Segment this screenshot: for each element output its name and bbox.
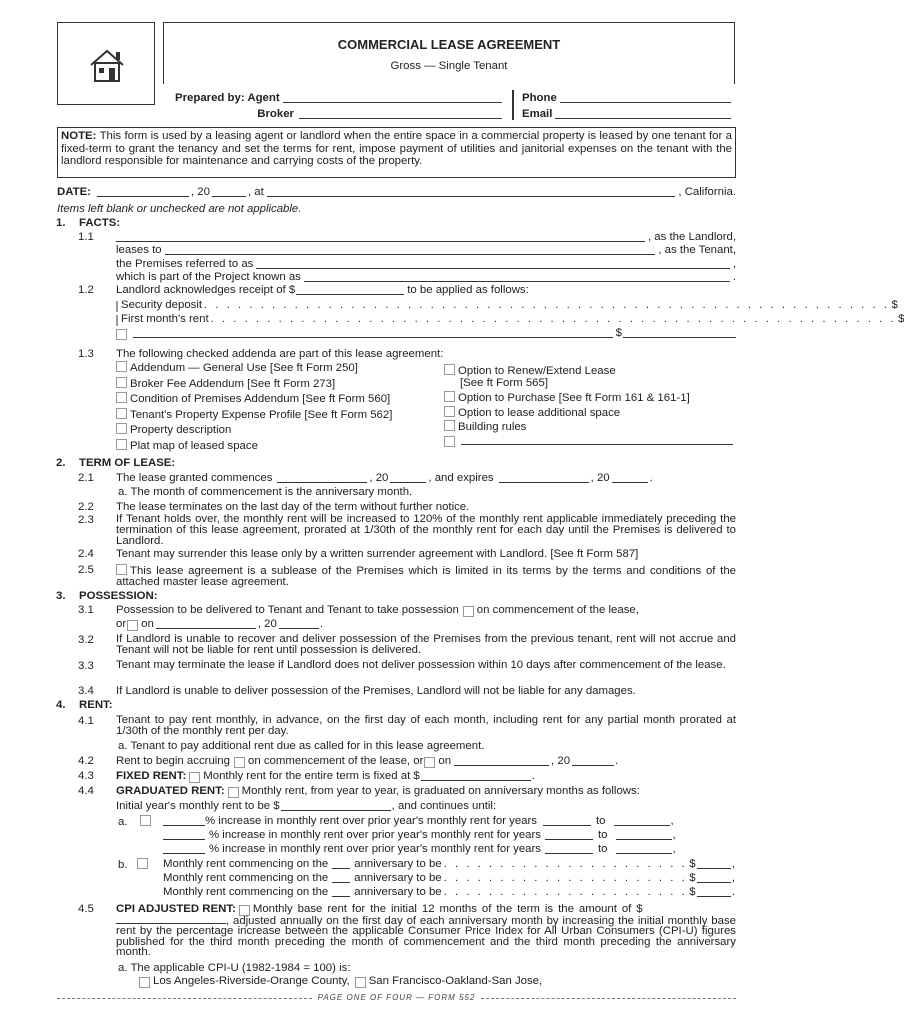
pct-2-from-field[interactable] — [545, 839, 593, 840]
addendum-expense-profile-checkbox[interactable] — [116, 408, 127, 419]
addendum-purchase-option-label: Option to Purchase [See ft Form 161 & 161-1] — [458, 392, 690, 404]
addendum-plat-map-label: Plat map of leased space — [130, 440, 258, 452]
security-checkbox[interactable] — [116, 301, 118, 312]
email-label: Email — [522, 108, 553, 120]
anniv-1-dollar: $ — [689, 858, 696, 870]
expire-date-field[interactable] — [499, 482, 589, 483]
sublease-checkbox[interactable] — [116, 564, 127, 575]
premises-label: the Premises referred to as — [116, 258, 254, 270]
pct-row-2 — [163, 829, 735, 842]
header-divider — [512, 90, 514, 120]
item-3-3-number: 3.3 — [78, 660, 94, 672]
rent-begin-label: Rent to begin accruing — [116, 755, 230, 767]
landlord-row — [116, 231, 736, 244]
phone-field[interactable] — [560, 102, 731, 103]
pct-1-comma: , — [670, 815, 674, 827]
section-3-title: POSSESSION: — [79, 590, 158, 602]
addendum-other — [444, 436, 736, 447]
commence-year-field[interactable] — [390, 482, 426, 483]
anniv-3-tobe-label: anniversary to be — [354, 886, 442, 898]
addendum-purchase-option — [444, 391, 690, 405]
logo-box — [57, 22, 155, 105]
addendum-building-rules-checkbox[interactable] — [444, 420, 455, 431]
item-2-2-text: The lease terminates on the last day of the term without further notice. — [116, 501, 470, 513]
rent-begin-period: . — [615, 755, 619, 767]
addendum-other-checkbox[interactable] — [444, 436, 455, 447]
graduated-rent-label: GRADUATED RENT: — [116, 785, 225, 797]
addendum-additional-space-label: Option to lease additional space — [458, 407, 621, 419]
fixed-rent-text: Monthly rent for the entire term is fixed at $ — [203, 770, 420, 782]
addendum-broker-fee — [116, 377, 335, 391]
fixed-rent-period: . — [531, 770, 535, 782]
page-footer — [57, 992, 736, 1005]
anniv-3-label: Monthly rent commencing on the — [163, 886, 329, 898]
addendum-expense-profile — [116, 408, 392, 422]
security-row — [116, 299, 898, 312]
item-4-3-number: 4.3 — [78, 770, 94, 782]
cpi-la-checkbox[interactable] — [139, 977, 150, 988]
anniv-3-dollar: $ — [689, 886, 696, 898]
possession-label: Possession to be delivered to Tenant and Tenant to take possession — [116, 604, 459, 616]
agent-field[interactable] — [283, 102, 502, 103]
pct-2-label: % increase in monthly rent over prior year's monthly rent for years — [209, 829, 542, 841]
commence-year-label: , 20 — [369, 472, 389, 484]
addendum-general-use-checkbox[interactable] — [116, 361, 127, 372]
note-label: NOTE: — [61, 130, 97, 142]
continues-label: , and continues until: — [391, 800, 497, 812]
possession-row — [116, 604, 736, 617]
tenant-row — [116, 244, 736, 257]
premises-comma: , — [732, 258, 736, 270]
item-1-3-number: 1.3 — [78, 348, 94, 360]
item-2-3-text: If Tenant holds over, the monthly rent will be increased to 120% of the monthly rent applicable immediately preceding the termination of this lease agreement, prorated at 1/30th of the monthly rent for each day until the Premises is delivered to Landlord. — [116, 513, 736, 547]
item-2-1-number: 2.1 — [78, 472, 94, 484]
anniv-row-1 — [163, 858, 735, 871]
graduated-rent-row — [116, 785, 736, 798]
addendum-condition-label: Condition of Premises Addendum [See ft Form 560] — [130, 393, 391, 405]
addendum-condition — [116, 392, 390, 406]
applied-label: to be applied as follows: — [407, 284, 529, 296]
footer-rule-left — [57, 998, 312, 999]
item-4-1-text: Tenant to pay rent monthly, in advance, on the first day of each month, including rent for any partial month prorated at 1/30th of the monthly rent per day. — [116, 714, 736, 737]
expire-year-label: , 20 — [590, 472, 610, 484]
section-2-number: 2. — [56, 457, 66, 469]
cpi-base-text: Monthly base rent for the initial 12 months of the term is the amount of $ — [252, 903, 643, 915]
item-2-2-number: 2.2 — [78, 501, 94, 513]
expires-label: , and expires — [428, 472, 494, 484]
anniv-3-amount-field[interactable] — [697, 896, 731, 897]
other-deposit-checkbox[interactable] — [116, 329, 127, 340]
anniv-2-leader: . . . . . . . . . . . . . . . . . . . . . . — [443, 872, 688, 884]
email-field[interactable] — [555, 118, 731, 119]
anniv-2-tobe-label: anniversary to be — [354, 872, 442, 884]
anniv-3-leader: . . . . . . . . . . . . . . . . . . . . . . — [443, 886, 688, 898]
item-3-4-text: If Landlord is unable to deliver possession of the Premises, Landlord will not be liable for any damages. — [116, 685, 636, 697]
initial-rent-row — [116, 800, 736, 813]
pct-3-label: % increase in monthly rent over prior year's monthly rent for years — [209, 843, 542, 855]
first-month-dollar: $ — [898, 313, 904, 325]
anniv-2-dollar: $ — [689, 872, 696, 884]
tenant-label: , as the Tenant, — [658, 244, 736, 256]
item-4-5-number: 4.5 — [78, 903, 94, 915]
rent-begin-row — [116, 755, 736, 768]
rent-begin-year-label: , 20 — [551, 755, 571, 767]
section-4-number: 4. — [56, 699, 66, 711]
cpi-adjust-text: , adjusted annually on the first day of each anniversary month by increasing the initial monthly base rent by the percentage increase between the applicable Consumer Price Index for All Urban Consumers (CPI-U) figures published for the third month preceding the month of commencement and the third month preceding the anniversary month. — [116, 915, 736, 959]
fixed-rent-row — [116, 770, 736, 783]
possession-year-label: , 20 — [257, 618, 277, 630]
anniv-2-amount-field[interactable] — [697, 882, 731, 883]
addendum-condition-checkbox[interactable] — [116, 392, 127, 403]
security-label: Security deposit — [121, 299, 203, 311]
item-2-4-text: Tenant may surrender this lease only by a written surrender agreement with Landlord. [See ft Form 587] — [116, 548, 639, 560]
anniv-3-field[interactable] — [332, 896, 350, 897]
section-2-title: TERM OF LEASE: — [79, 457, 176, 469]
addendum-property-description-checkbox[interactable] — [116, 423, 127, 434]
addendum-additional-space-checkbox[interactable] — [444, 406, 455, 417]
page-title: COMMERCIAL LEASE AGREEMENT — [337, 37, 561, 52]
pct-1-field[interactable] — [163, 825, 205, 826]
pct-3-field[interactable] — [163, 853, 205, 854]
receipt-label: Landlord acknowledges receipt of $ — [116, 284, 296, 296]
security-leader: . . . . . . . . . . . . . . . . . . . . . . . . . . . . . . . . . . . . . . . . . . . . . . . . . . . . . . . . . . . . . — [204, 299, 890, 311]
cpi-checkbox[interactable] — [239, 905, 250, 916]
project-row — [116, 271, 736, 284]
item-3-2-text: If Landlord is unable to recover and deliver possession of the Premises from the previous tenant, rent will not accrue and Tenant will not be liable for rent until possession is delivered. — [116, 633, 736, 656]
possession-date-checkbox[interactable] — [127, 620, 138, 631]
date-place-field[interactable] — [267, 196, 676, 197]
cpi-base-amount-field[interactable] — [116, 915, 226, 924]
addendum-renew-option-checkbox[interactable] — [444, 364, 455, 375]
pct-3-comma: , — [672, 843, 676, 855]
other-deposit-dollar: $ — [615, 327, 622, 339]
date-at-label: , at — [247, 186, 264, 198]
anniversary-month-text: a. The month of commencement is the anniversary month. — [118, 486, 413, 498]
cpi-la-label: Los Angeles-Riverside-Orange County, — [153, 975, 350, 987]
possession-year-field[interactable] — [279, 628, 319, 629]
anniv-2-comma: , — [731, 872, 735, 884]
addendum-building-rules — [444, 420, 526, 434]
rent-begin-commence-checkbox[interactable] — [234, 757, 245, 768]
graduated-a-label — [118, 815, 154, 829]
rent-begin-date-field[interactable] — [454, 765, 549, 766]
cpi-row — [116, 903, 736, 916]
pct-2-to-field[interactable] — [616, 839, 672, 840]
anniv-2-label: Monthly rent commencing on the — [163, 872, 329, 884]
graduated-a-checkbox[interactable] — [140, 815, 151, 826]
pct-row-3 — [163, 843, 735, 856]
item-2-4-number: 2.4 — [78, 548, 94, 560]
item-1-1-number: 1.1 — [78, 231, 94, 243]
addendum-property-description — [116, 423, 231, 437]
pct-1-to-field[interactable] — [614, 825, 670, 826]
broker-label: Broker — [257, 108, 294, 120]
date-label: DATE: — [57, 186, 91, 198]
item-4-4-number: 4.4 — [78, 785, 94, 797]
landlord-field[interactable] — [116, 241, 645, 242]
expire-year-field[interactable] — [612, 482, 648, 483]
date-year-label: , 20 — [190, 186, 210, 198]
item-4-2-number: 4.2 — [78, 755, 94, 767]
addendum-renew-option — [444, 364, 616, 378]
section-3-number: 3. — [56, 590, 66, 602]
receipt-row — [116, 284, 736, 297]
graduated-b-label — [118, 858, 151, 872]
addendum-plat-map — [116, 439, 258, 453]
footer-text: PAGE ONE OF FOUR — FORM 552 — [317, 993, 476, 1002]
possession-commence-checkbox[interactable] — [463, 606, 474, 617]
email-row — [522, 108, 734, 121]
item-2-3-number: 2.3 — [78, 514, 94, 526]
cpi-paragraph — [116, 915, 736, 958]
possession-on-label: on — [141, 618, 154, 630]
other-deposit-row — [116, 327, 736, 340]
rent-begin-date-checkbox[interactable] — [424, 757, 435, 768]
anniv-row-3 — [163, 886, 735, 899]
pct-2-field[interactable] — [163, 839, 205, 840]
broker-row — [175, 108, 505, 121]
item-4-1-number: 4.1 — [78, 715, 94, 727]
addendum-purchase-option-checkbox[interactable] — [444, 391, 455, 402]
pct-row-1 — [163, 815, 735, 828]
section-4-title: RENT: — [79, 699, 113, 711]
agent-row — [175, 92, 505, 105]
graduated-b-letter: b. — [118, 859, 128, 871]
commence-date-field[interactable] — [277, 482, 367, 483]
pct-1-to-label: to — [596, 815, 606, 827]
anniv-3-period: . — [731, 886, 735, 898]
pct-2-to-label: to — [598, 829, 608, 841]
anniv-row-2 — [163, 872, 735, 885]
anniv-1-comma: , — [731, 858, 735, 870]
title-box — [163, 22, 735, 84]
addendum-expense-profile-label: Tenant's Property Expense Profile [See ft Form 562] — [130, 409, 393, 421]
anniv-1-tobe-label: anniversary to be — [354, 858, 442, 870]
graduated-rent-text: Monthly rent, from year to year, is graduated on anniversary months as follows: — [241, 785, 640, 797]
pct-3-to-label: to — [598, 843, 608, 855]
section-1-title: FACTS: — [79, 217, 121, 229]
term-period: . — [649, 472, 653, 484]
note-box — [57, 127, 736, 178]
anniv-1-field[interactable] — [332, 868, 350, 869]
addendum-renew-option-label: Option to Renew/Extend Lease — [458, 365, 616, 377]
date-field[interactable] — [97, 196, 189, 197]
addendum-renew-form-ref: [See ft Form 565] — [460, 377, 548, 389]
term-row — [116, 472, 736, 485]
addendum-general-use-label: Addendum — General Use [See ft Form 250] — [130, 362, 358, 374]
graduated-b-checkbox[interactable] — [137, 858, 148, 869]
cpi-region-row — [139, 975, 542, 988]
first-month-label: First month's rent — [121, 313, 209, 325]
pct-3-to-field[interactable] — [616, 853, 672, 854]
addendum-other-field[interactable] — [461, 444, 733, 445]
premises-row — [116, 258, 736, 271]
anniv-2-field[interactable] — [332, 882, 350, 883]
pct-2-comma: , — [672, 829, 676, 841]
date-year-field[interactable] — [212, 196, 246, 197]
cpi-sf-checkbox[interactable] — [355, 977, 366, 988]
possession-date-row — [116, 618, 736, 631]
addendum-broker-fee-checkbox[interactable] — [116, 377, 127, 388]
anniv-1-amount-field[interactable] — [697, 868, 731, 869]
pct-1-from-field[interactable] — [543, 825, 591, 826]
receipt-amount-field[interactable] — [296, 294, 404, 295]
fixed-rent-checkbox[interactable] — [189, 772, 200, 783]
pct-1-label: % increase in monthly rent over prior year's monthly rent for years — [205, 815, 538, 827]
addendum-building-rules-label: Building rules — [458, 421, 527, 433]
house-icon — [87, 45, 127, 85]
addenda-label: The following checked addenda are part of this lease agreement: — [116, 348, 444, 360]
phone-row — [522, 92, 734, 105]
possession-period: . — [319, 618, 323, 630]
item-3-1-number: 3.1 — [78, 604, 94, 616]
rent-begin-commence-label: on commencement of the lease, or — [247, 755, 424, 767]
cpi-sf-label: San Francisco-Oakland-San Jose, — [368, 975, 543, 987]
blank-note: Items left blank or unchecked are not applicable. — [57, 203, 302, 215]
cpi-applicable-text: a. The applicable CPI-U (1982-1984 = 100) is: — [118, 962, 351, 974]
other-deposit-amount-field[interactable] — [623, 337, 736, 338]
item-4-1-a-text: a. Tenant to pay additional rent due as called for in this lease agreement. — [118, 740, 485, 752]
first-month-leader: . . . . . . . . . . . . . . . . . . . . . . . . . . . . . . . . . . . . . . . . . . . . . . . . . . . . . . . . . . . . . — [210, 313, 897, 325]
possession-date-field[interactable] — [156, 628, 256, 629]
tenant-field[interactable] — [165, 254, 656, 255]
landlord-label: , as the Landlord, — [647, 231, 736, 243]
section-1-number: 1. — [56, 217, 66, 229]
page-subtitle: Gross — Single Tenant — [390, 60, 508, 72]
anniv-1-leader: . . . . . . . . . . . . . . . . . . . . . . — [443, 858, 688, 870]
other-deposit-field[interactable] — [133, 337, 613, 338]
commences-label: The lease granted commences — [116, 472, 273, 484]
item-1-2-number: 1.2 — [78, 284, 94, 296]
item-3-4-number: 3.4 — [78, 685, 94, 697]
leases-to-label: leases to — [116, 244, 162, 256]
project-label: which is part of the Project known as — [116, 271, 301, 283]
project-period: . — [732, 271, 736, 283]
date-row — [57, 186, 736, 199]
item-3-3-text: Tenant may terminate the lease if Landlord does not deliver possession within 10 days after commencement of the lease. — [116, 659, 726, 671]
note-text: This form is used by a leasing agent or landlord when the entire space in a commercial property is leased by one tenant for a fixed-term to grant the tenancy and set the terms for rent, impose payment of utilities and janitorial expenses on the tenant with the landlord responsible for maintenance and carrying costs of the property. — [61, 130, 732, 168]
addendum-general-use — [116, 361, 358, 375]
phone-label: Phone — [522, 92, 557, 104]
broker-field[interactable] — [299, 118, 502, 119]
addendum-broker-fee-label: Broker Fee Addendum [See ft Form 273] — [130, 378, 336, 390]
item-2-5-text: This lease agreement is a sublease of the Premises which is limited in its terms by the terms and conditions of the attached master lease agreement. — [116, 565, 736, 588]
fixed-rent-label: FIXED RENT: — [116, 770, 187, 782]
rent-begin-on-label: on — [438, 755, 452, 767]
premises-field[interactable] — [256, 268, 729, 269]
initial-rent-field[interactable] — [281, 810, 391, 811]
anniv-1-label: Monthly rent commencing on the — [163, 858, 329, 870]
rent-begin-year-field[interactable] — [572, 765, 614, 766]
footer-rule-right — [481, 998, 736, 999]
cpi-label: CPI ADJUSTED RENT: — [116, 903, 236, 915]
possession-or-label: or — [116, 618, 127, 630]
graduated-a-letter: a. — [118, 816, 128, 828]
project-field[interactable] — [304, 281, 730, 282]
first-month-checkbox[interactable] — [116, 315, 118, 326]
fixed-rent-amount-field[interactable] — [421, 780, 531, 781]
agent-label: Prepared by: Agent — [175, 92, 280, 104]
security-dollar: $ — [891, 299, 898, 311]
addendum-additional-space — [444, 406, 620, 420]
graduated-rent-checkbox[interactable] — [228, 787, 239, 798]
addendum-property-description-label: Property description — [130, 424, 232, 436]
item-3-2-number: 3.2 — [78, 634, 94, 646]
first-month-row — [116, 313, 904, 326]
item-2-5 — [116, 564, 736, 588]
initial-rent-label: Initial year's monthly rent to be $ — [116, 800, 280, 812]
addendum-plat-map-checkbox[interactable] — [116, 439, 127, 450]
possession-commence-label: on commencement of the lease, — [476, 604, 639, 616]
pct-3-from-field[interactable] — [545, 853, 593, 854]
date-state-label: , California. — [678, 186, 736, 198]
item-2-5-number: 2.5 — [78, 564, 94, 576]
